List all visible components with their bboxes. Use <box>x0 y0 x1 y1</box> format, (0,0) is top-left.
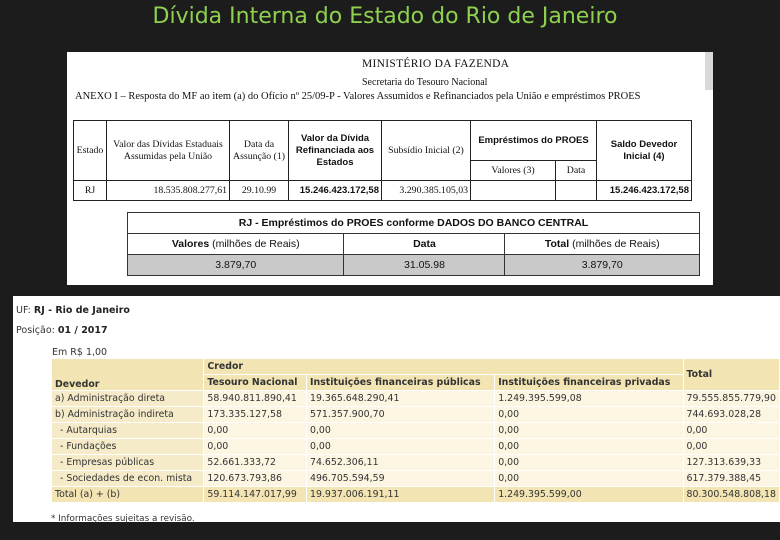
cell-publicas: 0,00 <box>306 439 494 455</box>
row-label: a) Administração direta <box>52 391 204 407</box>
cell-publicas: 74.652.306,11 <box>306 455 494 471</box>
row-label: - Autarquias <box>52 423 204 439</box>
header-valor-refinanciada: Valor da Dívida Refinanciada aos Estados <box>289 121 382 181</box>
table-row <box>52 471 780 487</box>
secretaria-heading: Secretaria do Tesouro Nacional <box>362 77 488 88</box>
uf-label: UF: <box>16 305 31 316</box>
table-row <box>52 455 780 471</box>
header-publicas: Instituições financeiras públicas <box>306 375 494 391</box>
proes-bacen-table <box>127 212 700 276</box>
total-label: Total (a) + (b) <box>52 487 204 503</box>
header-devedor: Devedor <box>52 359 204 391</box>
total-publicas: 19.937.006.191,11 <box>306 487 494 503</box>
position-value: 01 / 2017 <box>57 325 108 336</box>
value-data: 31.05.98 <box>344 255 505 276</box>
total-tesouro: 59.114.147.017,99 <box>204 487 307 503</box>
cell-total: 617.379.388,45 <box>683 471 780 487</box>
header-tesouro: Tesouro Nacional <box>204 375 307 391</box>
position-line <box>16 325 108 336</box>
currency-unit: Em R$ 1,00 <box>52 347 108 358</box>
header-data: Data <box>556 161 597 181</box>
row-label: b) Administração indireta <box>52 407 204 423</box>
uf-line <box>16 305 130 316</box>
total-total: 80.300.548.808,18 <box>683 487 780 503</box>
table-row <box>52 423 780 439</box>
cell-valores-3 <box>471 181 556 201</box>
row-label: - Empresas públicas <box>52 455 204 471</box>
cell-tesouro: 58.940.811.890,41 <box>204 391 307 407</box>
cell-total: 744.693.028,28 <box>683 407 780 423</box>
total-privadas: 1.249.395.599,00 <box>495 487 683 503</box>
annex-title: ANEXO I – Resposta do MF ao item (a) do Ofício nº 25/09-P - Valores Assumidos e Refinanciados pela União e empréstimos PROES <box>75 91 641 102</box>
table-row <box>52 391 780 407</box>
cell-publicas: 496.705.594,59 <box>306 471 494 487</box>
table-row <box>52 439 780 455</box>
table-row <box>52 407 780 423</box>
header-total: Total <box>683 359 780 391</box>
proes-table-title: RJ - Empréstimos do PROES conforme DADOS DO BANCO CENTRAL <box>128 213 700 234</box>
debt-by-creditor-table <box>51 358 780 503</box>
header-valor-dividas: Valor das Dívidas Estaduais Assumidas pela União <box>107 121 230 181</box>
header-saldo-devedor: Saldo Devedor Inicial (4) <box>597 121 692 181</box>
header-credor: Credor <box>204 359 683 375</box>
cell-total: 127.313.639,33 <box>683 455 780 471</box>
debt-report-screenshot <box>13 296 780 522</box>
scan-edge <box>705 52 713 90</box>
ministry-heading: MINISTÉRIO DA FAZENDA <box>362 58 510 70</box>
total-row <box>52 487 780 503</box>
uf-value: RJ - Rio de Janeiro <box>33 305 130 316</box>
header-total-unit: (milhões de Reais) <box>569 238 660 250</box>
value-valores: 3.879,70 <box>128 255 344 276</box>
header-emprestimos-proes: Empréstimos do PROES <box>471 121 597 161</box>
assumed-debts-table <box>73 120 692 201</box>
cell-tesouro: 0,00 <box>204 439 307 455</box>
cell-tesouro: 173.335.127,58 <box>204 407 307 423</box>
cell-saldo-devedor: 15.246.423.172,58 <box>597 181 692 201</box>
cell-privadas: 1.249.395.599,08 <box>495 391 683 407</box>
header-privadas: Instituições financeiras privadas <box>495 375 683 391</box>
header-valores-3: Valores (3) <box>471 161 556 181</box>
slide-title: Dívida Interna do Estado do Rio de Janeiro <box>152 4 618 29</box>
row-label: - Fundações <box>52 439 204 455</box>
cell-publicas: 19.365.648.290,41 <box>306 391 494 407</box>
header-data-assuncao: Data da Assunção (1) <box>230 121 289 181</box>
cell-total: 79.555.855.779,90 <box>683 391 780 407</box>
header-valores <box>128 234 344 255</box>
cell-publicas: 571.357.900,70 <box>306 407 494 423</box>
scanned-document <box>67 52 713 285</box>
header-data-bc: Data <box>344 234 505 255</box>
header-subsidio: Subsídio Inicial (2) <box>382 121 471 181</box>
cell-publicas: 0,00 <box>306 423 494 439</box>
cell-total: 0,00 <box>683 439 780 455</box>
value-total: 3.879,70 <box>505 255 700 276</box>
cell-tesouro: 0,00 <box>204 423 307 439</box>
cell-subsidio: 3.290.385.105,03 <box>382 181 471 201</box>
cell-data <box>556 181 597 201</box>
header-total-bold: Total <box>544 238 570 250</box>
position-label: Posição: <box>16 325 55 336</box>
header-total <box>505 234 700 255</box>
cell-data-assuncao: 29.10.99 <box>230 181 289 201</box>
cell-privadas: 0,00 <box>495 455 683 471</box>
footnote: * Informações sujeitas a revisão. <box>51 514 195 524</box>
row-label: - Sociedades de econ. mista <box>52 471 204 487</box>
cell-tesouro: 120.673.793,86 <box>204 471 307 487</box>
cell-privadas: 0,00 <box>495 423 683 439</box>
cell-privadas: 0,00 <box>495 439 683 455</box>
cell-estado: RJ <box>74 181 107 201</box>
cell-privadas: 0,00 <box>495 471 683 487</box>
cell-valor-dividas: 18.535.808.277,61 <box>107 181 230 201</box>
cell-total: 0,00 <box>683 423 780 439</box>
cell-valor-refinanciada: 15.246.423.172,58 <box>289 181 382 201</box>
header-valores-bold: Valores <box>171 238 210 250</box>
header-valores-unit: (milhões de Reais) <box>209 238 300 250</box>
cell-tesouro: 52.661.333,72 <box>204 455 307 471</box>
cell-privadas: 0,00 <box>495 407 683 423</box>
header-estado: Estado <box>74 121 107 181</box>
